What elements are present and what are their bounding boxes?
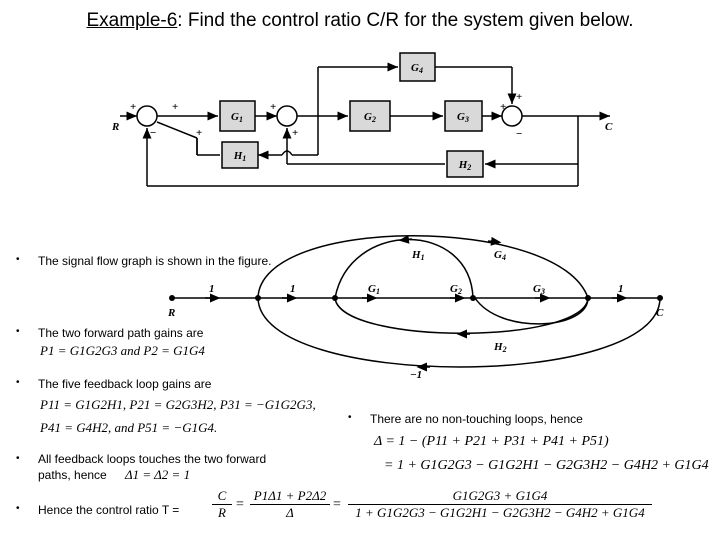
bullet-text: The five feedback loop gains are — [38, 377, 212, 391]
equals-1: = — [236, 497, 244, 512]
bullet-dot: • — [16, 254, 20, 265]
sfg-branch-1b: 1 — [290, 283, 296, 295]
svg-text:+: + — [172, 101, 179, 113]
bullet-text: The two forward path gains are — [38, 326, 204, 340]
sfg-output-label: C — [656, 307, 664, 319]
block-g4: G4 — [411, 62, 423, 75]
svg-text:+: + — [292, 127, 299, 139]
bullet-feedback-loops — [16, 377, 212, 391]
svg-text:+: + — [196, 127, 203, 139]
page-title — [0, 10, 720, 32]
sfg-branch-h2: H2 — [494, 341, 507, 354]
bd-output-label: C — [605, 121, 613, 133]
title-text: : Find the control ratio C/R for the system given below. — [177, 10, 634, 31]
bullet-text: There are no non-touching loops, hence — [370, 412, 583, 426]
bullet-dot: • — [16, 377, 20, 388]
mid-denominator: Δ — [250, 504, 330, 521]
svg-text:+: + — [500, 101, 507, 113]
block-h1: H1 — [233, 150, 247, 163]
bullet-dot: • — [16, 453, 20, 464]
delta-equation-1: Δ = 1 − (P11 + P21 + P31 + P41 + P51) — [374, 434, 609, 449]
bullet-text: Hence the control ratio T = — [38, 503, 180, 517]
lhs-numerator: C — [217, 488, 227, 503]
sfg-branch-g2: G2 — [450, 283, 462, 296]
lhs-fraction — [212, 488, 232, 521]
example-label: Example-6 — [86, 10, 178, 31]
sfg-branch-1c: 1 — [618, 283, 624, 295]
sfg-branch-g3: G3 — [533, 283, 545, 296]
svg-text:−: − — [150, 127, 157, 139]
rhs-numerator: G1G2G3 + G1G4 — [452, 488, 548, 503]
bullet-dot: • — [16, 503, 20, 514]
delta-unity-equation: Δ1 = Δ2 = 1 — [125, 467, 191, 482]
forward-path-equation: P1 = G1G2G3 and P2 = G1G4 — [40, 343, 205, 358]
sfg-branch-g4: G4 — [494, 249, 506, 262]
bullet-sfg-shown — [16, 254, 272, 268]
bullet-text: The signal flow graph is shown in the figure. — [38, 254, 272, 268]
bullet-dot: • — [348, 412, 352, 423]
loop-gains-equation-1: P11 = G1G2H1, P21 = G2G3H2, P31 = −G1G2G3, — [40, 397, 316, 412]
rhs-fraction — [348, 488, 652, 521]
block-g2: G2 — [364, 111, 376, 124]
block-diagram — [0, 45, 720, 245]
loop-gains-equation-2: P41 = G4H2, and P51 = −G1G4. — [40, 420, 218, 435]
svg-text:+: + — [130, 101, 137, 113]
lhs-denominator: R — [212, 504, 232, 521]
svg-text:+: + — [516, 91, 523, 103]
mid-fraction — [250, 488, 330, 521]
mid-numerator: P1Δ1 + P2Δ2 — [253, 488, 327, 503]
sfg-branch-1a: 1 — [209, 283, 215, 295]
bullet-control-ratio — [16, 503, 180, 517]
bullet-text-2: paths, hence — [38, 468, 107, 482]
sfg-branch-h1: H1 — [412, 249, 425, 262]
sfg-branch-minus1: −1 — [410, 369, 423, 380]
block-g3: G3 — [457, 111, 469, 124]
block-h2: H2 — [458, 159, 472, 172]
bullet-dot: • — [16, 326, 20, 337]
svg-text:+: + — [270, 101, 277, 113]
delta-equation-2: = 1 + G1G2G3 − G1G2H1 − G2G3H2 − G4H2 + G1G4 — [384, 458, 709, 473]
bullet-non-touching — [348, 412, 583, 426]
block-g1: G1 — [231, 111, 243, 124]
sfg-input-label: R — [168, 307, 176, 319]
bullet-text: All feedback loops touches the two forward — [38, 452, 267, 466]
rhs-denominator: 1 + G1G2G3 − G1G2H1 − G2G3H2 − G4H2 + G1G4 — [348, 504, 652, 521]
bullet-forward-paths — [16, 326, 204, 340]
bd-input-label: R — [112, 121, 120, 133]
svg-text:−: − — [516, 128, 523, 140]
equals-2: = — [333, 497, 341, 512]
sfg-branch-g1: G1 — [368, 283, 380, 296]
